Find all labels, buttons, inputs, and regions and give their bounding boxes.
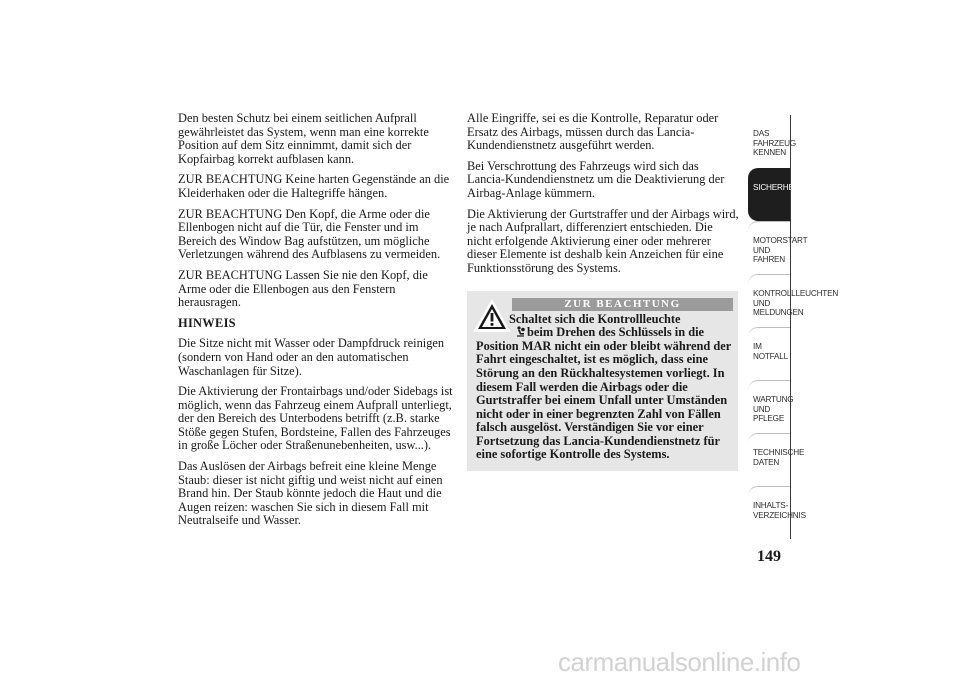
paragraph: Bei Verschrottung des Fahrzeugs wird sich das Lancia-Kundendienstnetz um die Deaktivierung der Airbag-Anlage kümmern. <box>467 158 725 200</box>
chapter-tab-wartung-und-pflege[interactable]: WARTUNG UND PFLEGE <box>748 380 790 433</box>
warning-line-1: Schaltet sich die Kontrollleuchte <box>509 311 681 326</box>
warning-text <box>467 311 738 463</box>
paragraph: Die Aktivierung der Gurtstraffer und der Airbags wird, je nach Aufprallart, differenziert entschieden. Die nicht erfolgende Aktivierung einer oder mehrerer dieser Elemente ist deshalb kein Anzeichen für eine Funktionsstörung des Systems. <box>467 206 739 275</box>
watermark: carmanualsonline.info <box>558 647 801 677</box>
chapter-sidebar <box>748 115 839 539</box>
chapter-tab-sicherheit[interactable]: SICHERHEIT <box>748 168 790 221</box>
warning-box <box>467 291 738 472</box>
paragraph: Das Auslösen der Airbags befreit eine kleine Menge Staub: dieser ist nicht giftig und weist nicht auf einen Brand hin. Der Staub könnte jedoch die Haut und die Augen reizen: waschen Sie sich in diesem Fall mit Neutralseife und Wasser. <box>178 459 443 528</box>
paragraph: ZUR BEACHTUNG Lassen Sie nie den Kopf, die Arme oder die Ellenbogen aus den Fenstern herausragen. <box>178 267 428 310</box>
warning-title: ZUR BEACHTUNG <box>512 298 733 311</box>
section-heading: HINWEIS <box>178 315 236 330</box>
paragraph: ZUR BEACHTUNG Den Kopf, die Arme oder die Ellenbogen nicht auf die Tür, die Fenster und im Bereich des Window Bag aufstützen, um mögliche Verletzungen während des Aufblasens zu vermeiden. <box>178 206 441 262</box>
warning-line-2 <box>476 326 732 340</box>
paragraph: Die Sitze nicht mit Wasser oder Dampfdruck reinigen (sondern von Hand oder an den automatischen Waschanlagen für Sitze). <box>178 336 445 378</box>
paragraph: Die Aktivierung der Frontairbags und/oder Sidebags ist möglich, wenn das Fahrzeug einem Aufprall unterliegt, der den Bereich des Unterbodens betrifft (z.B. starke Stöße gegen Stufen, Bordsteine, Fallen des Fahrzeuges in große Löcher oder Straßenunebenheiten, usw...). <box>178 384 453 453</box>
airbag-warning-lamp-icon <box>516 326 525 337</box>
chapter-tab-im-notfall[interactable]: IM NOTFALL <box>748 327 790 380</box>
page-number: 149 <box>757 548 781 565</box>
paragraph: Den besten Schutz bei einem seitlichen Aufprall gewährleistet das System, wenn man eine korrekte Position auf dem Sitz einnimmt, damit sich der Kopfairbag korrekt aufblasen kann. <box>178 111 429 166</box>
chapter-tab-das-fahrzeug-kennen[interactable]: DAS FAHRZEUG KENNEN <box>753 129 796 157</box>
warning-triangle-icon <box>473 299 511 333</box>
warning-body: Position MAR nicht ein oder bleibt während der Fahrt eingeschaltet, ist es möglich, dass eine Störung an den Rückhaltesystemen vorliegt. In diesem Fall werden die Airbags oder die Gurtstraffer bei einem Unfall unter Umständen nicht oder in einer begrenzten Zahl von Fällen falsch ausgelöst. Verständigen Sie vor einer Fortsetzung das Lancia-Kundendienstnetz für eine sofortige Kontrolle des Systems. <box>476 338 732 462</box>
chapter-tab-technische-daten[interactable]: TECHNISCHE DATEN <box>748 433 790 486</box>
paragraph: ZUR BEACHTUNG Keine harten Gegenstände an die Kleiderhaken oder die Haltegriffe hängen. <box>178 172 450 200</box>
chapter-tab-motorstart-und-fahren[interactable]: MOTORSTART UND FAHREN <box>748 221 790 274</box>
paragraph: Alle Eingriffe, sei es die Kontrolle, Reparatur oder Ersatz des Airbags, müssen durch das Lancia-Kundendienstnetz ausgeführt werden. <box>467 111 719 153</box>
left-column <box>178 112 456 535</box>
chapter-tab-inhaltsverzeichnis[interactable]: INHALTS- VERZEICHNIS <box>748 486 790 539</box>
warning-line-2-text: beim Drehen des Schlüssels in die <box>527 325 705 340</box>
chapter-tab-kontrollleuchten[interactable]: KONTROLLLEUCHTEN UND MELDUNGEN <box>748 274 790 327</box>
right-column <box>467 112 739 471</box>
